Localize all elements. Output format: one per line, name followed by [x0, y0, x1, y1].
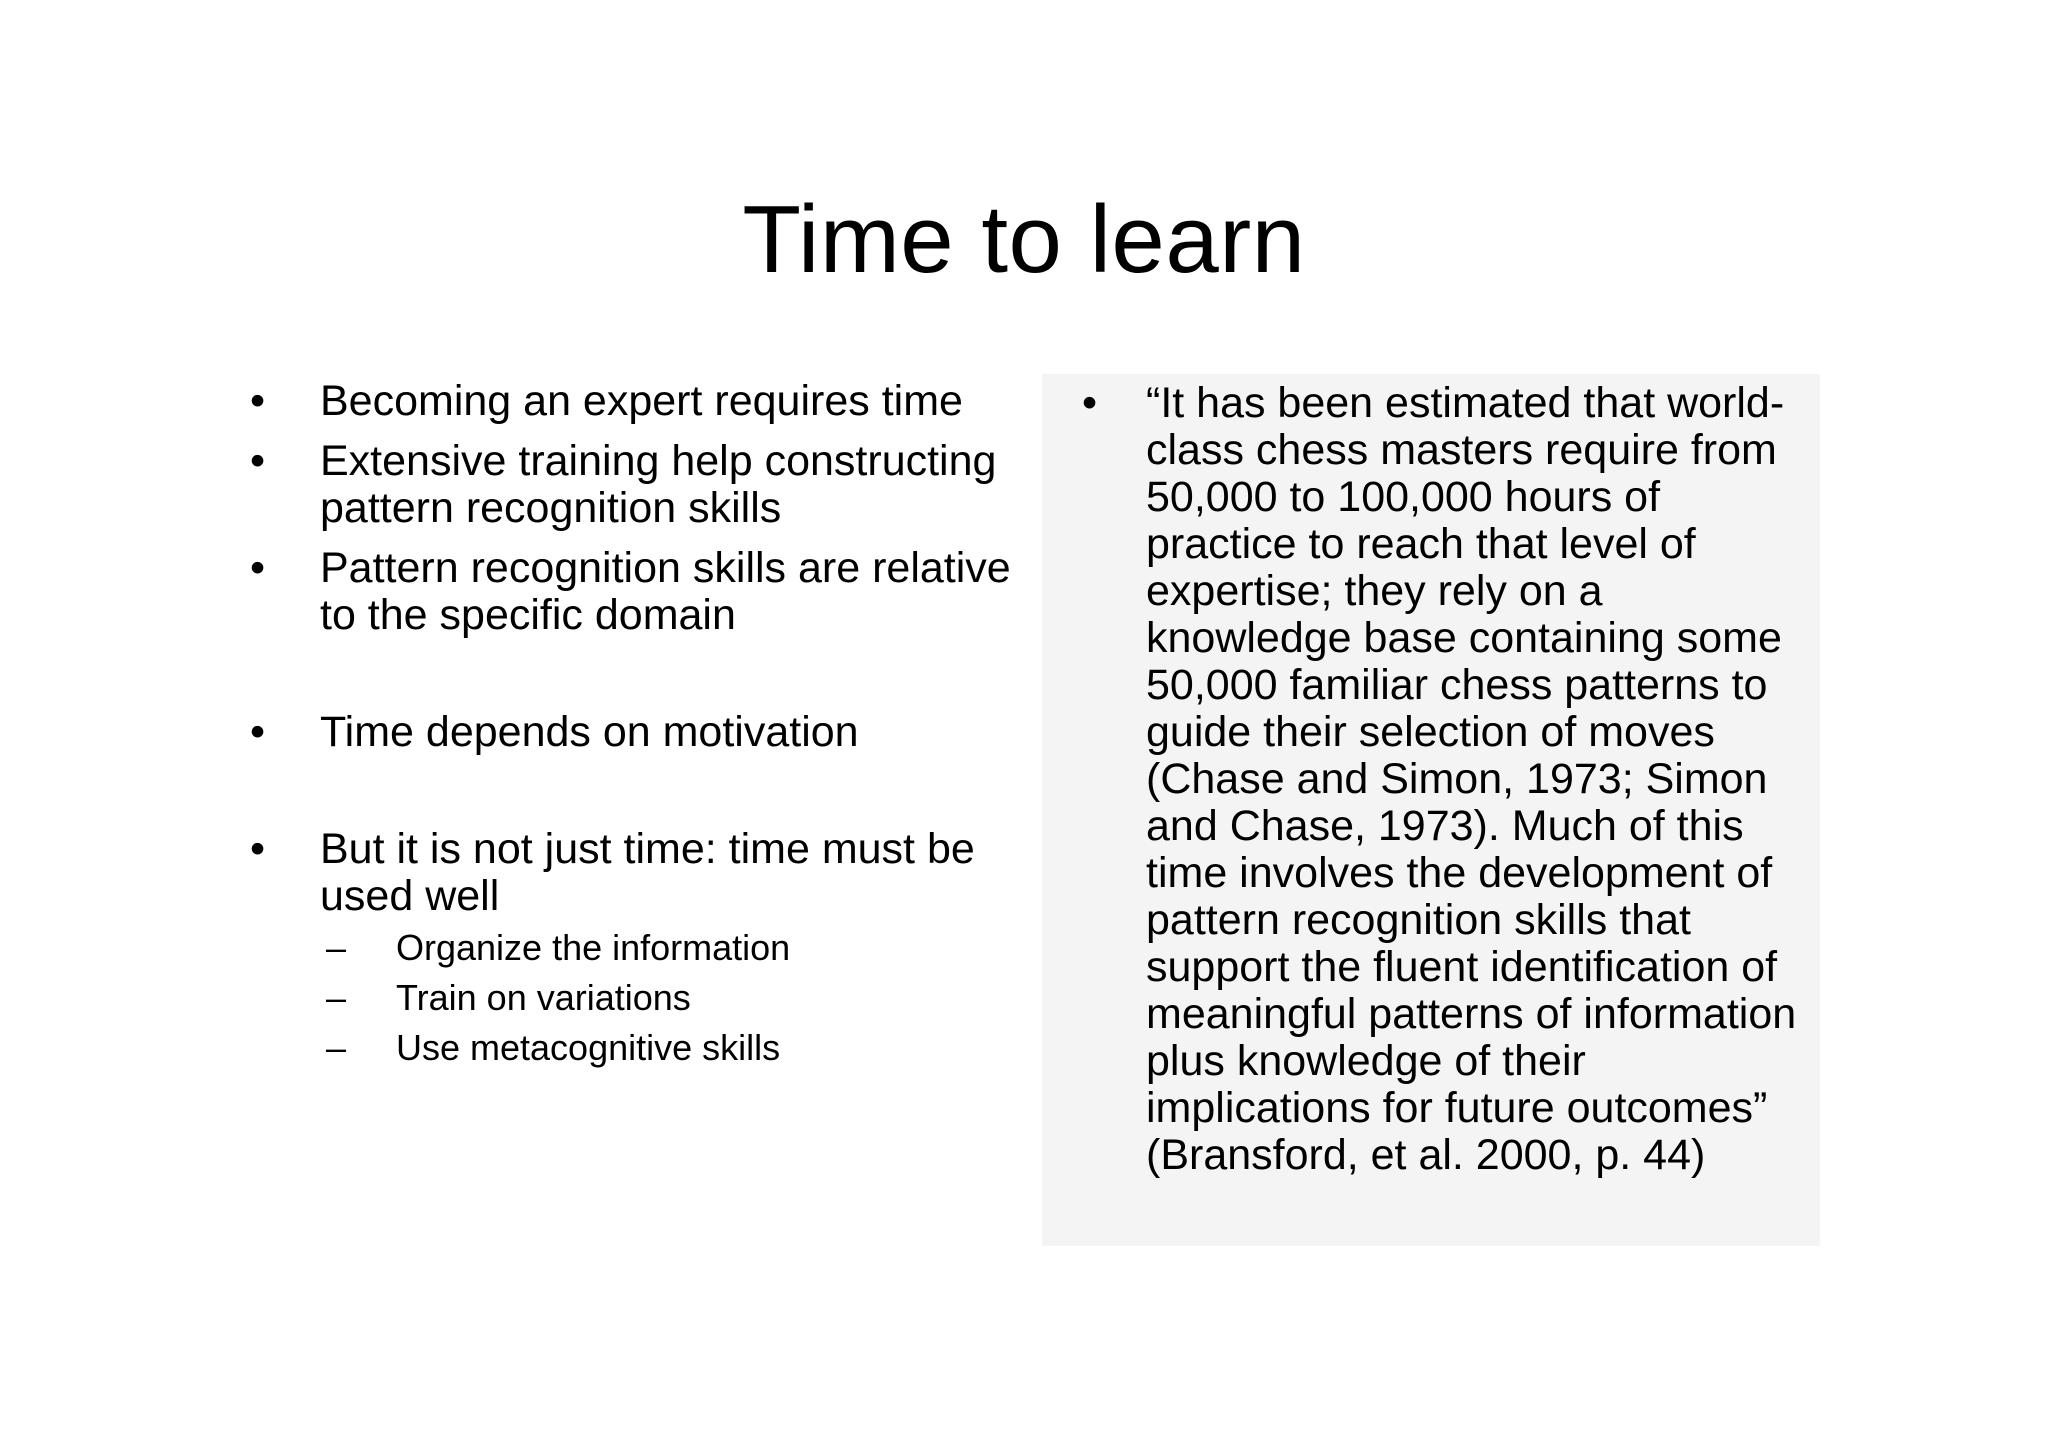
dash-glyph: –: [326, 977, 347, 1018]
dash-glyph: –: [326, 927, 347, 968]
bullet-glyph: •: [250, 377, 266, 425]
sub-bullet-text: Train on variations: [396, 977, 691, 1018]
bullet-text: Becoming an expert requires time: [320, 377, 963, 425]
bullet-text: Pattern recognition skills are relative to the specific domain: [320, 544, 1011, 639]
bullet-glyph: •: [250, 825, 266, 873]
bullet-glyph: •: [250, 544, 266, 592]
bullet-item: [250, 438, 1020, 532]
left-column: [250, 378, 1020, 1078]
sub-bullet-text: Use metacognitive skills: [396, 1027, 781, 1068]
dash-glyph: –: [326, 1027, 347, 1068]
bullet-text: Time depends on motivation: [320, 708, 859, 756]
quote-item: [1062, 380, 1807, 1179]
bullet-list: [250, 378, 1020, 1068]
bullet-item: [250, 378, 1020, 425]
bullet-text: But it is not just time: time must be used well: [320, 825, 975, 920]
bullet-glyph: •: [250, 437, 266, 485]
sub-bullet-item: [318, 978, 1020, 1018]
sub-bullet-list: [320, 928, 1020, 1068]
bullet-item: [250, 545, 1020, 639]
bullet-text: Extensive training help constructing pattern recognition skills: [320, 437, 997, 532]
bullet-item: [250, 826, 1020, 1068]
sub-bullet-item: [318, 928, 1020, 968]
bullet-glyph: •: [250, 708, 266, 756]
bullet-glyph: •: [1082, 379, 1098, 427]
sub-bullet-item: [318, 1028, 1020, 1068]
quote-panel: [1042, 374, 1820, 1246]
sub-bullet-text: Organize the information: [396, 927, 791, 968]
slide-title: Time to learn: [742, 186, 1306, 293]
quote-text: “It has been estimated that world-class chess masters require from 50,000 to 100,000 hours of practice to reach that level of expertise; they rely on a knowledge base containing some 50,000 familiar chess patterns to guide their selection of moves (Chase and Simon, 1973; Simon and Chase, 1973). Much of this time involves the development of pattern recognition skills that support the fluent identification of meaningful patterns of information plus knowledge of their implications for future outcomes” (Bransford, et al. 2000, p. 44): [1146, 379, 1797, 1179]
bullet-item: [250, 709, 1020, 756]
